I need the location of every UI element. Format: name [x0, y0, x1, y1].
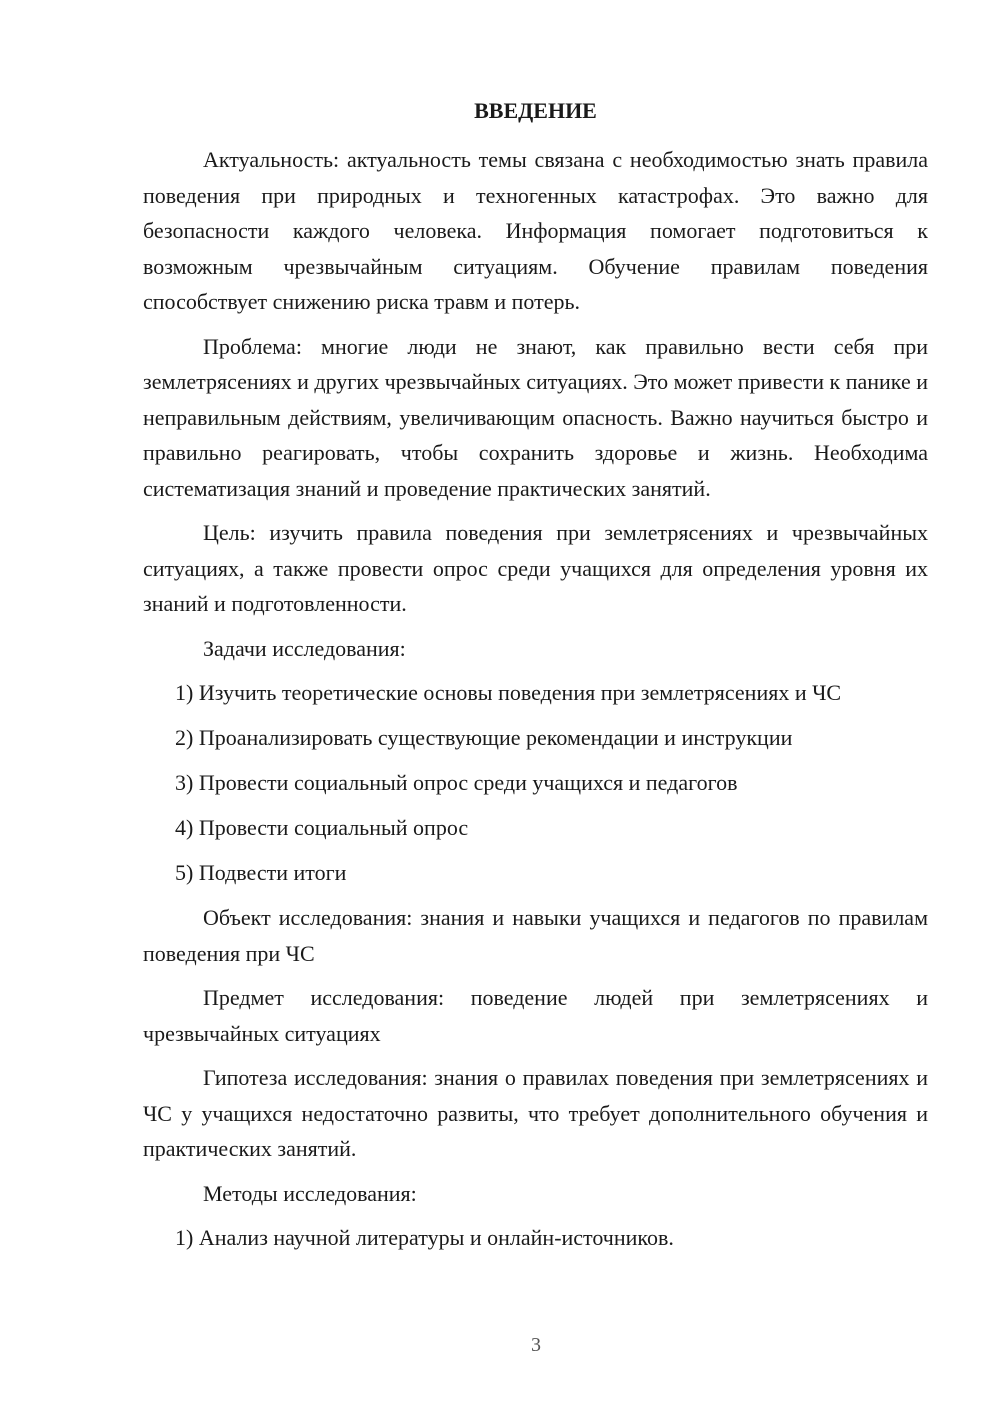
tasks-heading: Задачи исследования:	[203, 635, 406, 661]
subject-paragraph: Предмет исследования: поведение людей при землетрясениях и чрезвычайных ситуациях	[143, 985, 928, 1046]
task-item: 5) Подвести итоги	[175, 860, 347, 885]
task-item: 1) Изучить теоретические основы поведения при землетрясениях и ЧС	[175, 680, 842, 705]
task-item: 3) Провести социальный опрос среди учащихся и педагогов	[175, 770, 738, 795]
page-title: ВВЕДЕНИЕ	[474, 98, 597, 123]
goal-paragraph: Цель: изучить правила поведения при землетрясениях и чрезвычайных ситуациях, а также провести опрос среди учащихся для определения уровня их знаний и подготовленности.	[143, 520, 928, 616]
page-content	[143, 96, 928, 1265]
methods-heading: Методы исследования:	[203, 1180, 417, 1206]
page-number: 3	[531, 1334, 541, 1356]
object-paragraph: Объект исследования: знания и навыки учащихся и педагогов по правилам поведения при ЧС	[143, 905, 928, 966]
task-item: 4) Провести социальный опрос	[175, 815, 469, 840]
task-item: 2) Проанализировать существующие рекомендации и инструкции	[175, 725, 793, 750]
method-item: 1) Анализ научной литературы и онлайн-источников.	[175, 1225, 674, 1250]
relevance-paragraph: Актуальность: актуальность темы связана с необходимостью знать правила поведения при природных и техногенных катастрофах. Это важно для безопасности каждого человека. Информация помогает подготовиться к возможным чрезвычайным ситуациям. Обучение правилам поведения способствует снижению риска травм и потерь.	[143, 147, 928, 314]
problem-paragraph: Проблема: многие люди не знают, как правильно вести себя при землетрясениях и других чрезвычайных ситуациях. Это может привести к панике и неправильным действиям, увеличивающим опасность. Важно научиться быстро и правильно реагировать, чтобы сохранить здоровье и жизнь. Необходима систематизация знаний и проведение практических занятий.	[143, 333, 928, 501]
hypothesis-paragraph: Гипотеза исследования: знания о правилах поведения при землетрясениях и ЧС у учащихся недостаточно развиты, что требует дополнительного обучения и практических занятий.	[143, 1065, 928, 1161]
